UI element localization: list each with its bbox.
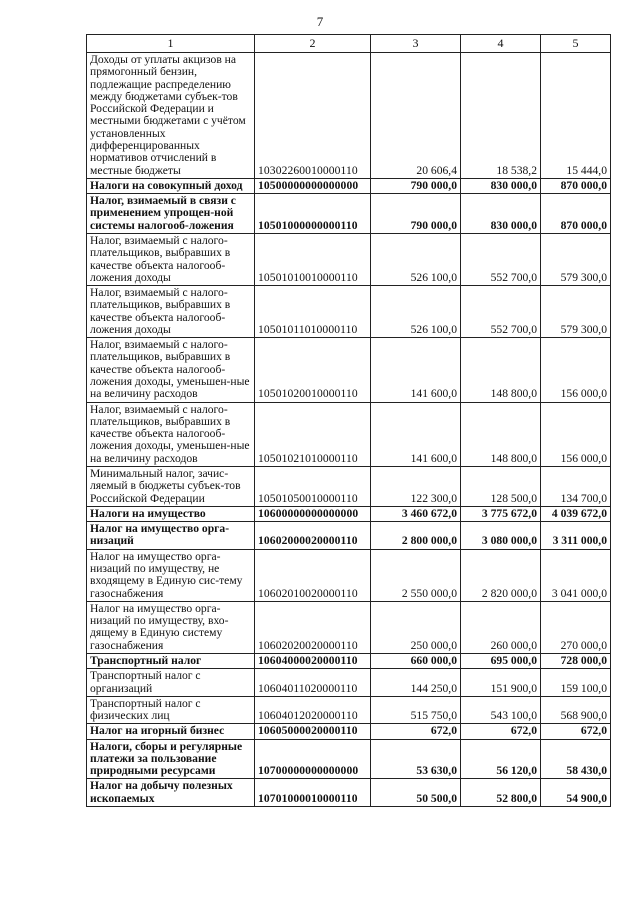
row-name-cell: Налог, взимаемый с налого-плательщиков, выбравших в качестве объекта налогооб-ложения доходы [87,233,255,285]
row-name-cell: Налоги на имущество [87,506,255,521]
row-name-cell: Доходы от уплаты акцизов на прямогонный бензин, подлежащие распределению между бюджетами субъек-тов Российской Федерации и местными бюджетами с учётом установленных дифференцированных нормативов отчислений в местные бюджеты [87,53,255,179]
year-3-amount-cell: 579 300,0 [541,286,611,338]
year-3-amount-cell: 579 300,0 [541,233,611,285]
year-2-amount-cell: 148 800,0 [461,338,541,402]
year-2-amount-cell: 151 900,0 [461,669,541,697]
row-name-cell: Налог, взимаемый с налого-плательщиков, выбравших в качестве объекта налогооб-ложения доходы, уменьшен-ные на величину расходов [87,338,255,402]
budget-code-cell: 10500000000000000 [255,178,371,193]
year-3-amount-cell: 156 000,0 [541,338,611,402]
year-1-amount-cell: 141 600,0 [371,338,461,402]
year-2-amount-cell: 52 800,0 [461,779,541,807]
year-1-amount-cell: 2 550 000,0 [371,549,461,601]
row-name-cell: Налог на имущество орга-низаций по имуществу, не входящему в Единую сис-тему газоснабжения [87,549,255,601]
year-3-amount-cell: 58 430,0 [541,739,611,779]
row-name-cell: Налоги на совокупный доход [87,178,255,193]
table-row [87,194,611,234]
year-1-amount-cell: 141 600,0 [371,402,461,466]
budget-code-cell: 10604012020000110 [255,696,371,724]
year-1-amount-cell: 53 630,0 [371,739,461,779]
year-2-amount-cell: 552 700,0 [461,286,541,338]
table-row [87,233,611,285]
row-name-cell: Налог, взимаемый с налого-плательщиков, выбравших в качестве объекта налогооб-ложения доходы, уменьшен-ные на величину расходов [87,402,255,466]
year-2-amount-cell: 2 820 000,0 [461,549,541,601]
year-1-amount-cell: 672,0 [371,724,461,739]
column-header: 4 [461,35,541,53]
budget-code-cell: 10701000010000110 [255,779,371,807]
budget-code-cell: 10501000000000110 [255,194,371,234]
row-name-cell: Налог на имущество орга-низаций по имуществу, вхо-дящему в Единую систему газоснабжения [87,601,255,653]
year-1-amount-cell: 526 100,0 [371,286,461,338]
row-name-cell: Налог на игорный бизнес [87,724,255,739]
year-1-amount-cell: 660 000,0 [371,653,461,668]
year-3-amount-cell: 4 039 672,0 [541,506,611,521]
year-2-amount-cell: 830 000,0 [461,194,541,234]
table-row [87,467,611,507]
year-2-amount-cell: 56 120,0 [461,739,541,779]
year-3-amount-cell: 134 700,0 [541,467,611,507]
row-name-cell: Минимальный налог, зачис-ляемый в бюджеты субъек-тов Российской Федерации [87,467,255,507]
year-1-amount-cell: 250 000,0 [371,601,461,653]
year-2-amount-cell: 3 775 672,0 [461,506,541,521]
year-1-amount-cell: 2 800 000,0 [371,522,461,550]
table-row [87,653,611,668]
year-3-amount-cell: 156 000,0 [541,402,611,466]
year-3-amount-cell: 870 000,0 [541,194,611,234]
budget-revenue-table [86,34,611,807]
budget-code-cell: 10302260010000110 [255,53,371,179]
table-row [87,724,611,739]
column-header: 2 [255,35,371,53]
year-3-amount-cell: 54 900,0 [541,779,611,807]
year-1-amount-cell: 790 000,0 [371,194,461,234]
table-row [87,53,611,179]
row-name-cell: Транспортный налог [87,653,255,668]
row-name-cell: Налог на имущество орга-низаций [87,522,255,550]
year-1-amount-cell: 790 000,0 [371,178,461,193]
row-name-cell: Налоги, сборы и регулярные платежи за пользование природными ресурсами [87,739,255,779]
column-header: 1 [87,35,255,53]
table-row [87,402,611,466]
year-2-amount-cell: 18 538,2 [461,53,541,179]
row-name-cell: Налог, взимаемый в связи с применением упрощен-ной системы налогооб-ложения [87,194,255,234]
column-number-row [87,35,611,53]
row-name-cell: Транспортный налог с организаций [87,669,255,697]
year-1-amount-cell: 515 750,0 [371,696,461,724]
budget-code-cell: 10501010010000110 [255,233,371,285]
year-3-amount-cell: 270 000,0 [541,601,611,653]
year-3-amount-cell: 728 000,0 [541,653,611,668]
year-1-amount-cell: 144 250,0 [371,669,461,697]
budget-code-cell: 10501050010000110 [255,467,371,507]
table-row [87,739,611,779]
year-1-amount-cell: 50 500,0 [371,779,461,807]
year-1-amount-cell: 526 100,0 [371,233,461,285]
budget-code-cell: 10604011020000110 [255,669,371,697]
budget-code-cell: 10602000020000110 [255,522,371,550]
column-header: 5 [541,35,611,53]
year-3-amount-cell: 159 100,0 [541,669,611,697]
year-3-amount-cell: 568 900,0 [541,696,611,724]
budget-code-cell: 10501011010000110 [255,286,371,338]
table-row [87,669,611,697]
column-header: 3 [371,35,461,53]
budget-code-cell: 10605000020000110 [255,724,371,739]
year-3-amount-cell: 672,0 [541,724,611,739]
year-3-amount-cell: 15 444,0 [541,53,611,179]
table-row [87,549,611,601]
year-2-amount-cell: 552 700,0 [461,233,541,285]
table-row [87,286,611,338]
year-2-amount-cell: 260 000,0 [461,601,541,653]
table-row [87,522,611,550]
budget-code-cell: 10602020020000110 [255,601,371,653]
year-3-amount-cell: 3 311 000,0 [541,522,611,550]
year-1-amount-cell: 3 460 672,0 [371,506,461,521]
table-row [87,601,611,653]
page-number: 7 [316,14,324,29]
table-row [87,178,611,193]
year-2-amount-cell: 695 000,0 [461,653,541,668]
row-name-cell: Налог на добычу полезных ископаемых [87,779,255,807]
table-row [87,779,611,807]
budget-code-cell: 10501020010000110 [255,338,371,402]
year-2-amount-cell: 3 080 000,0 [461,522,541,550]
budget-code-cell: 10700000000000000 [255,739,371,779]
year-3-amount-cell: 870 000,0 [541,178,611,193]
year-2-amount-cell: 128 500,0 [461,467,541,507]
budget-code-cell: 10604000020000110 [255,653,371,668]
table-row [87,696,611,724]
budget-code-cell: 10501021010000110 [255,402,371,466]
year-2-amount-cell: 148 800,0 [461,402,541,466]
budget-code-cell: 10600000000000000 [255,506,371,521]
year-2-amount-cell: 543 100,0 [461,696,541,724]
budget-code-cell: 10602010020000110 [255,549,371,601]
year-2-amount-cell: 672,0 [461,724,541,739]
year-1-amount-cell: 122 300,0 [371,467,461,507]
table-row [87,506,611,521]
row-name-cell: Налог, взимаемый с налого-плательщиков, выбравших в качестве объекта налогооб-ложения доходы [87,286,255,338]
year-2-amount-cell: 830 000,0 [461,178,541,193]
year-1-amount-cell: 20 606,4 [371,53,461,179]
year-3-amount-cell: 3 041 000,0 [541,549,611,601]
table-row [87,338,611,402]
row-name-cell: Транспортный налог с физических лиц [87,696,255,724]
